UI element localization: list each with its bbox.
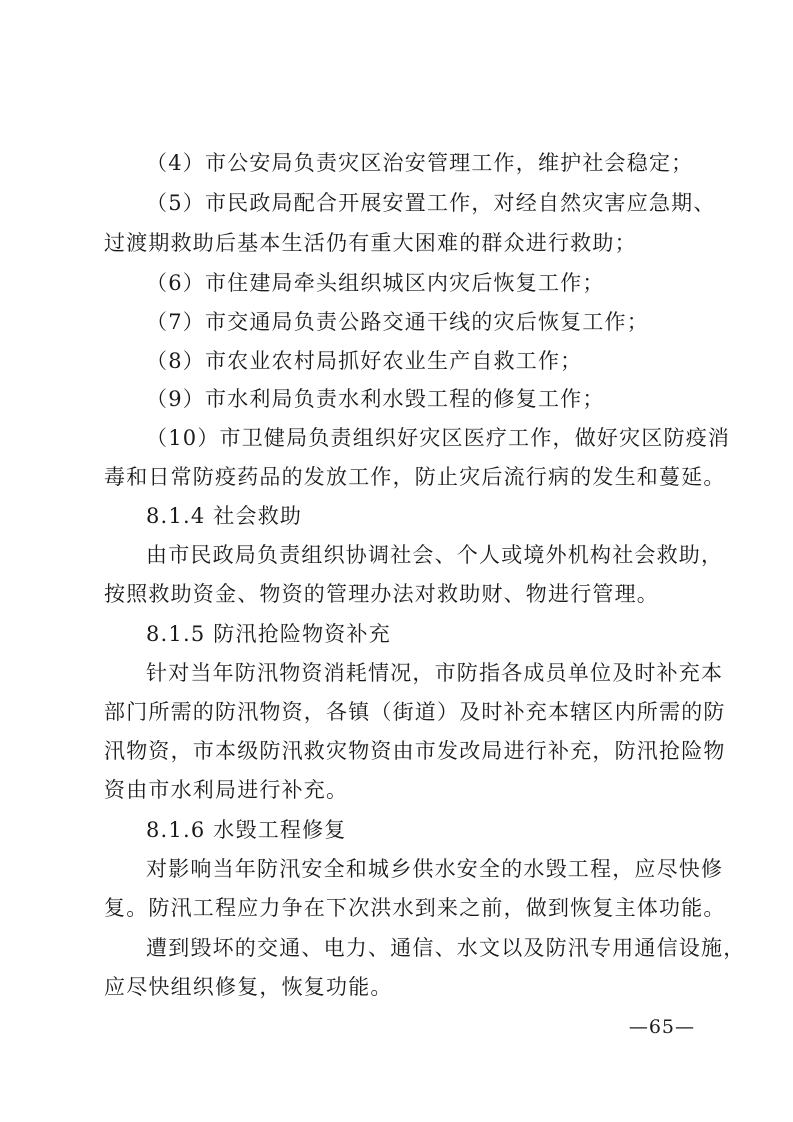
paragraph-item-8: （8）市农业农村局抓好农业生产自救工作； — [146, 349, 583, 373]
section-heading-8-1-4: 8.1.4 社会救助 — [146, 504, 303, 528]
paragraph-supplies-line-4: 资由市水利局进行补充。 — [104, 778, 349, 802]
paragraph-item-5-line-1: （5）市民政局配合开展安置工作，对经自然灾害应急期、 — [146, 191, 716, 215]
paragraph-item-9: （9）市水利局负责水利水毁工程的修复工作； — [146, 387, 605, 411]
paragraph-item-10-line-2: 毒和日常防疫药品的发放工作，防止灾后流行病的发生和蔓延。 — [104, 465, 726, 489]
paragraph-supplies-line-2: 部门所需的防汛物资，各镇（街道）及时补充本辖区内所需的防 — [104, 700, 726, 724]
page-number: —65— — [628, 1016, 695, 1038]
paragraph-repair-line-2: 复。防汛工程应力争在下次洪水到来之前，做到恢复主体功能。 — [104, 896, 726, 920]
paragraph-item-4: （4）市公安局负责灾区治安管理工作，维护社会稳定； — [146, 151, 694, 175]
paragraph-item-5-line-2: 过渡期救助后基本生活仍有重大困难的群众进行救助； — [104, 231, 637, 255]
paragraph-item-7: （7）市交通局负责公路交通干线的灾后恢复工作； — [146, 310, 649, 334]
paragraph-social-aid-line-1: 由市民政局负责组织协调社会、个人或境外机构社会救助， — [146, 543, 724, 567]
section-heading-8-1-5: 8.1.5 防汛抢险物资补充 — [146, 622, 391, 646]
paragraph-social-aid-line-2: 按照救助资金、物资的管理办法对救助财、物进行管理。 — [104, 582, 659, 606]
section-heading-8-1-6: 8.1.6 水毁工程修复 — [146, 818, 347, 842]
paragraph-item-6: （6）市住建局牵头组织城区内灾后恢复工作； — [146, 271, 605, 295]
paragraph-repair-line-1: 对影响当年防汛安全和城乡供水安全的水毁工程，应尽快修 — [146, 857, 724, 881]
paragraph-facilities-line-2: 应尽快组织修复，恢复功能。 — [104, 975, 393, 999]
paragraph-supplies-line-1: 针对当年防汛物资消耗情况，市防指各成员单位及时补充本 — [146, 661, 724, 685]
paragraph-supplies-line-3: 汛物资，市本级防汛救灾物资由市发改局进行补充，防汛抢险物 — [104, 739, 726, 763]
paragraph-facilities-line-1: 遭到毁坏的交通、电力、通信、水文以及防汛专用通信设施， — [146, 936, 746, 960]
paragraph-item-10-line-1: （10）市卫健局负责组织好灾区医疗工作，做好灾区防疫消 — [146, 426, 731, 450]
